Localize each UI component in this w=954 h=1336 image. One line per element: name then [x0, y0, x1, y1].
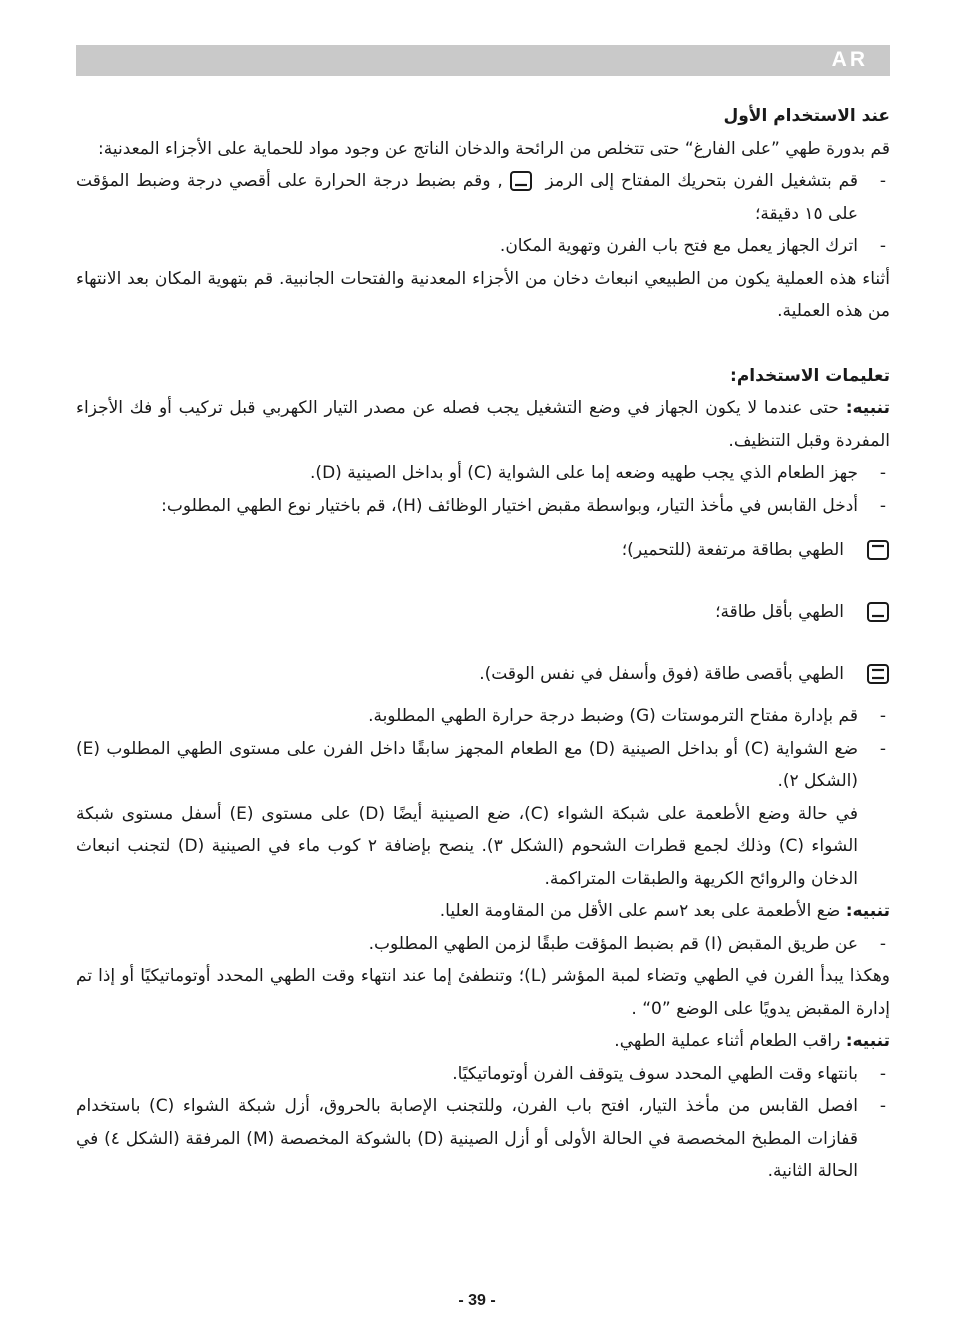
warning-label: تنبيه:	[845, 398, 890, 418]
instructions-bullet-4-continued-text: في حالة وضع الأطعمة على شبكة الشواء (C)، ضع الصينية أيضًا (D) على مستوى (E) أسفل مستوى شبكة الشواء (C) وذلك لجمع قطرات الشحوم (الشكل ٣). ينصح بإضافة ٢ كوب ماء في الصينية (D) لتجنب انبعاث الدخان والروائح الكريهة والطبقات المتراكمة.	[76, 803, 859, 889]
bullet-dash: -	[879, 738, 886, 759]
instructions-bullet-7	[76, 1090, 890, 1188]
first-use-bullet-2-text: اترك الجهاز يعمل مع فتح باب الفرن وتهوية المكان.	[499, 236, 858, 256]
cooking-mode-top-bottom	[76, 658, 890, 690]
warning-1	[76, 392, 890, 457]
first-use-bullet-1-text-b: وقم بضبط درجة الحرارة على أقصي درجة وضبط المؤقت على ١٥ دقيقة؛	[76, 171, 858, 224]
bullet-dash: -	[879, 171, 886, 191]
instructions-bullet-4	[76, 733, 890, 798]
bullet-dash: -	[879, 236, 886, 256]
warning-3-text: راقب الطعام أثناء عملية الطهي.	[614, 1031, 841, 1051]
language-code: AR	[831, 48, 868, 71]
header-bar	[76, 45, 890, 76]
first-use-note: أثناء هذه العملية يكون من الطبيعي انبعاث دخان من الأجزاء المعدنية والفتحات الجانبية. قم بتهوية المكان بعد الانتهاء من هذه العملية.	[76, 268, 890, 321]
instructions-bullet-1-text: جهز الطعام الذي يجب طهيه وضعه إما على الشواية (C) أو بداخل الصينية (D).	[310, 463, 858, 483]
cooking-mode-list	[76, 534, 890, 690]
first-use-heading: عند الاستخدام الأول	[723, 106, 890, 126]
instructions-bullet-2	[76, 490, 890, 523]
cooking-mode-label: الطهي بطاقة مرتفعة (للتحمير)؛	[621, 539, 844, 560]
instructions-bullet-5-text: عن طريق المقبض (I) قم بضبط المؤقت طبقًا لزمن الطهي المطلوب.	[368, 933, 858, 954]
instructions-bullet-7-text: افصل القابس من مأخذ التيار، افتح باب الفرن، وللتجنب الإصابة بالحروق، أزل شبكة الشواء (C) باستخدام قفازات المطبخ المخصصة في الحالة الأولى أو أزل الصينية (D) بالشوكة المخصصة (M) المرفقة (الشكل ٤) في الحالة الثانية.	[76, 1096, 859, 1181]
warning-label: تنبيه:	[845, 1031, 890, 1051]
instructions-bullet-4-text: ضع الشواية (C) أو بداخل الصينية (D) مع الطعام المجهز سابقًا داخل الفرن على مستوى الطهي المطلوب (E) (الشكل ٢).	[76, 738, 858, 791]
instructions-bullet-5	[76, 928, 890, 961]
bullet-dash: -	[879, 495, 886, 516]
first-use-intro: قم بدورة طهي ”على الفارغ“ حتى تتخلص من الرائحة والدخان الناتج عن وجود مواد للحماية على الأجزاء المعدنية:	[97, 138, 890, 159]
instructions-bullet-4-continued	[76, 798, 890, 896]
first-use-bullet-1-text-a: قم بتشغيل الفرن بتحريك المفتاح إلى الرمز	[545, 171, 859, 191]
warning-2	[76, 895, 890, 928]
oven-top-bottom-heat-icon	[866, 663, 890, 685]
cooking-mode-top	[76, 534, 890, 566]
oven-bottom-heat-icon	[509, 170, 533, 192]
bullet-dash: -	[879, 706, 886, 726]
page-number: - 39 -	[458, 1292, 496, 1309]
warning-3	[76, 1025, 890, 1058]
warning-2-text: ضع الأطعمة على بعد ٢سم على الأقل من المقاومة العليا.	[439, 901, 841, 921]
instructions-bullet-3	[76, 700, 890, 733]
timer-paragraph: وهكذا يبدأ الفرن في الطهي وتضاء لمبة المؤشر (L)؛ وتنطفئ إما عند انتهاء وقت الطهي المحدد أوتوماتيكيًا أو إذا تم إدارة المقبض يدويًا على الوضع ”0“ .	[76, 966, 890, 1019]
cooking-mode-label: الطهي بأقل طاقة؛	[715, 601, 844, 622]
instructions-bullet-2-text: أدخل القابس في مأخذ التيار، وبواسطة مقبض اختيار الوظائف (H)، قم باختيار نوع الطهي المطلوب:	[161, 495, 858, 516]
first-use-bullet-2	[76, 230, 890, 263]
bullet-dash: -	[879, 1063, 886, 1084]
page-content	[76, 100, 890, 1188]
instructions-bullet-6-text: بانتهاء وقت الطهي المحدد سوف يتوقف الفرن أوتوماتيكيًا.	[452, 1063, 858, 1084]
oven-top-heat-icon	[866, 539, 890, 561]
warning-1-text: حتى عندما لا يكون الجهاز في وضع التشغيل يجب فصله عن مصدر التيار الكهربي قبل تركيب أو فك الأجزاء المفردة وقبل التنظيف.	[76, 398, 890, 451]
oven-bottom-heat-icon	[866, 601, 890, 623]
bullet-dash: -	[879, 933, 886, 954]
instructions-heading: تعليمات الاستخدام:	[730, 365, 890, 386]
bullet-dash: -	[879, 463, 886, 483]
instructions-bullet-3-text: قم بإدارة مفتاح الترموستات (G) وضبط درجة حرارة الطهي المطلوبة.	[368, 706, 858, 726]
section-gap	[76, 328, 890, 360]
cooking-mode-label: الطهي بأقصى طاقة (فوق وأسفل في نفس الوقت).	[479, 663, 844, 684]
first-use-bullet-1: - قم بتشغيل الفرن بتحريك المفتاح إلى الرمز , وقم بضبط درجة الحرارة على أقصي درجة وضبط المؤقت على ١٥ دقيقة؛	[76, 165, 890, 230]
instructions-bullet-1	[76, 457, 890, 490]
cooking-mode-bottom	[76, 596, 890, 628]
bullet-dash: -	[879, 1096, 886, 1116]
warning-label: تنبيه:	[845, 901, 890, 921]
instructions-bullet-6	[76, 1058, 890, 1091]
